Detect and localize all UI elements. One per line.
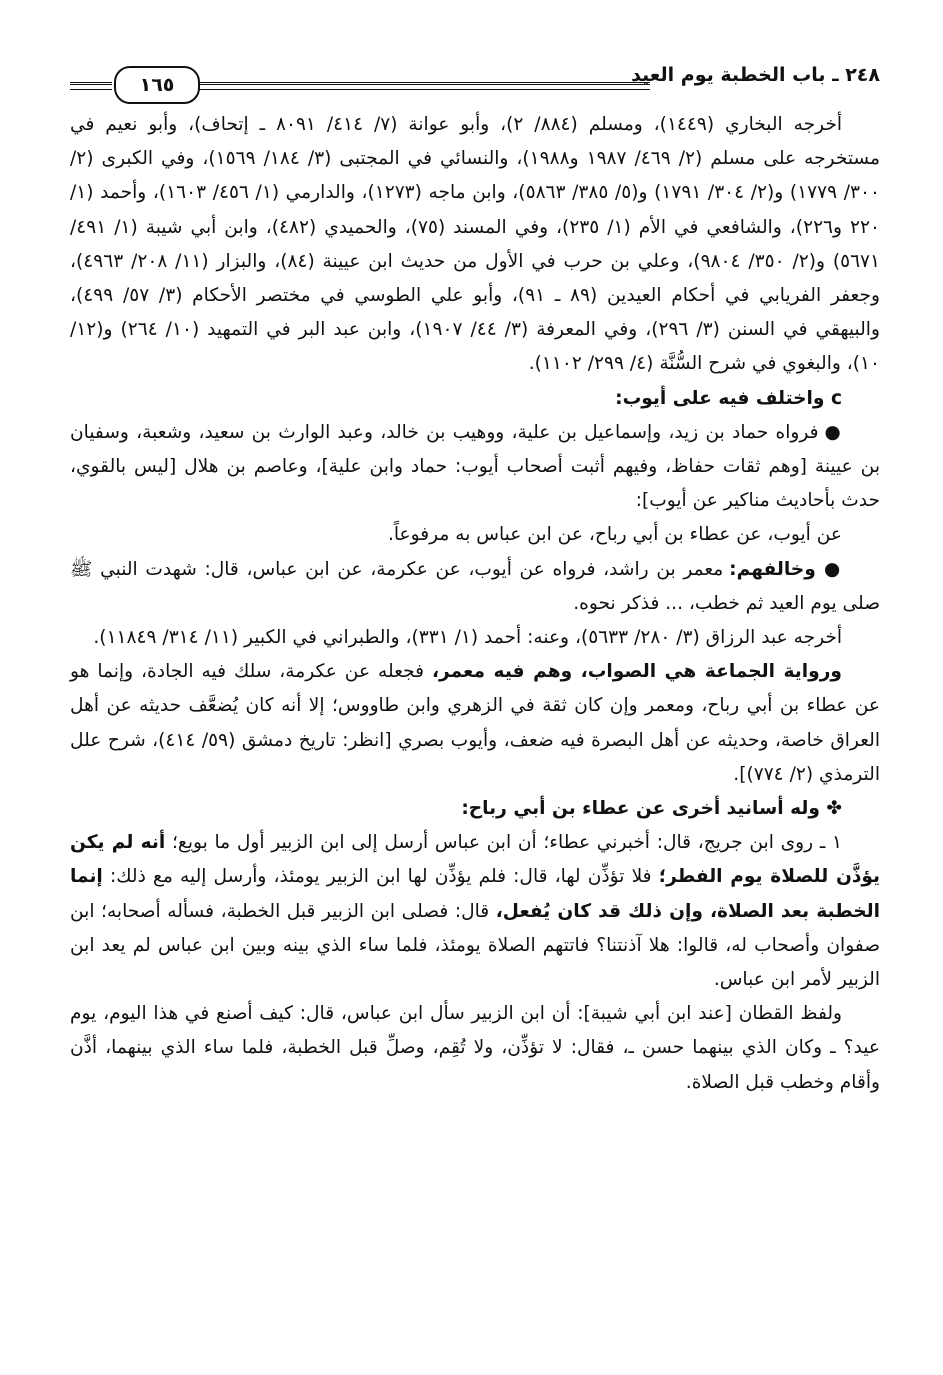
paragraph-p4 bbox=[70, 518, 880, 552]
text-segment: عن أيوب، عن عطاء بن أبي رباح، عن ابن عباس به مرفوعاً. bbox=[387, 524, 842, 546]
text-segment: إنما الخطبة بعد الصلاة، وإن ذلك قد كان يُفعل، bbox=[70, 866, 880, 922]
text-segment: أنه لم يكن يؤذَّن للصلاة يوم الفطر؛ bbox=[70, 832, 880, 888]
text-segment: فرواه حماد بن زيد، وإسماعيل بن علية، ووهيب بن خالد، وعبد الوارث بن سعيد، وشعبة، وسفيان بن عيينة [وهم ثقات حفاظ، وفيهم أثبت أصحاب أيوب: حماد وابن علية]، وعاصم بن هلال [ليس بالقوي، حدث بأحاديث مناكير عن أيوب]: bbox=[70, 421, 880, 512]
text-segment: فلا تؤذِّن لها، قال: فلم يؤذِّن لها ابن الزبير يومئذ، وأرسل إليه مع ذلك: bbox=[102, 866, 659, 888]
text-segment: وله أسانيد أخرى عن عطاء بن أبي رباح: bbox=[461, 798, 827, 820]
text-segment: ✤ bbox=[826, 798, 842, 820]
text-segment: فجعله عن عكرمة، سلك فيه الجادة، وإنما هو عن عطاء بن أبي رباح، ومعمر وإن كان ثقة في الزهري وابن طاووس؛ إلا أنه كان يُضعَّف حديثه عن أهل العراق خاصة، وحديثه عن أهل البصرة فيه ضعف، وأيوب بصري [انظر: تاريخ دمشق (٥٩/ ٤١٤)، شرح علل الترمذي (٢/ ٧٧٤)]. bbox=[70, 661, 880, 785]
paragraph-p9 bbox=[70, 826, 880, 997]
text-segment: أخرجه البخاري (١٤٤٩)، ومسلم (٨٨٤/ ٢)، وأبو عوانة (٧/ ٤١٤/ ٨٠٩١ ـ إتحاف)، وأبو نعيم في مستخرجه على مسلم (٢/ ٤٦٩/ ١٩٨٧ و١٩٨٨)، والنسائي في المجتبى (٣/ ١٨٤/ ١٥٦٩)، وفي الكبرى (٢/ ٣٠٠/ ١٧٧٩) و(٢/ ٣٠٤/ ١٧٩١) و(٥/ ٣٨٥/ ٥٨٦٣)، وابن ماجه (١٢٧٣)، والدارمي (١/ ٤٥٦/ ١٦٠٣)، وأحمد (١/ ٢٢٠ و٢٢٦)، والشافعي في الأم (١/ ٢٣٥)، وفي المسند (٧٥)، والحميدي (٤٨٢)، وابن أبي شيبة (١/ ٤٩١/ ٥٦٧١) و(٢/ ٣٥٠/ ٩٨٠٤)، وعلي بن حرب في الأول من حديث ابن عيينة (٨٤)، والبزار (١١/ ٢٠٨/ ٤٩٦٣)، وجعفر الفريابي في أحكام العيدين (٨٩ ـ ٩١)، وأبو علي الطوسي في مختصر الأحكام (٣/ ٥٧/ ٤٩٩)، والبيهقي في السنن (٣/ ٢٩٦)، وفي المعرفة (٣/ ٤٤/ ١٩٠٧)، وابن عبد البر في التمهيد (١٠/ ٢٦٤) و(١٢/ ١٠)، والبغوي في شرح السُّنَّة (٤/ ٢٩٩/ ١١٠٢). bbox=[70, 114, 881, 375]
text-segment: ● bbox=[824, 421, 842, 443]
text-segment: واختلف فيه على أيوب: bbox=[615, 387, 831, 409]
paragraph-p5 bbox=[70, 553, 880, 621]
paragraph-p7 bbox=[70, 655, 880, 792]
chapter-title: ٢٤٨ ـ باب الخطبة يوم العيد bbox=[631, 64, 880, 86]
text-segment: أخرجه عبد الرزاق (٣/ ٢٨٠/ ٥٦٣٣)، وعنه: أحمد (١/ ٣٣١)، والطبراني في الكبير (١١/ ٣١٤/ ١١٨٤٩). bbox=[93, 627, 842, 649]
text-segment: c bbox=[830, 387, 842, 409]
text-segment: ١ ـ روى ابن جريج، قال: أخبرني عطاء؛ أن ابن عباس أرسل إلى ابن الزبير أول ما بويع؛ bbox=[165, 832, 842, 854]
text-segment: وخالفهم: bbox=[729, 558, 825, 580]
text-segment: معمر بن راشد، فرواه عن أيوب، عن عكرمة، عن ابن عباس، قال: شهدت النبي ﷺ صلى يوم العيد ثم خطب، ... فذكر نحوه. bbox=[70, 558, 880, 614]
paragraph-p6 bbox=[70, 621, 880, 655]
header-rule bbox=[198, 82, 650, 90]
page-header bbox=[70, 60, 880, 108]
text-segment: ولفظ القطان [عند ابن أبي شيبة]: أن ابن الزبير سأل ابن عباس، قال: كيف أصنع في هذا اليوم، يوم عيد؟ ـ وكان الذي بينهما حسن ـ، فقال: لا تؤذِّن، ولا تُقِم، وصلِّ قبل الخطبة، فلما ساء الذي بينهما، أذَّن وأقام وخطب قبل الصلاة. bbox=[70, 1003, 880, 1093]
paragraph-p10 bbox=[70, 997, 880, 1100]
page-body bbox=[70, 108, 880, 1100]
text-segment: قال: فصلى ابن الزبير قبل الخطبة، فسأله أصحابه؛ ابن صفوان وأصحاب له، قالوا: هلا آذنتنا؟ فاتتهم الصلاة يومئذ، فلما ساء الذي بينه وبين ابن عباس لم يعد ابن الزبير لأمر ابن عباس. bbox=[70, 900, 880, 991]
paragraph-p8 bbox=[70, 792, 880, 826]
paragraph-p1 bbox=[70, 108, 880, 382]
text-segment: ● bbox=[824, 558, 843, 580]
paragraph-p2 bbox=[70, 382, 880, 416]
book-page bbox=[70, 60, 880, 1360]
header-rule-left bbox=[70, 82, 112, 90]
page-number: ١٦٥ bbox=[114, 66, 200, 104]
paragraph-p3 bbox=[70, 416, 880, 519]
text-segment: ورواية الجماعة هي الصواب، وهم فيه معمر، bbox=[431, 661, 842, 683]
